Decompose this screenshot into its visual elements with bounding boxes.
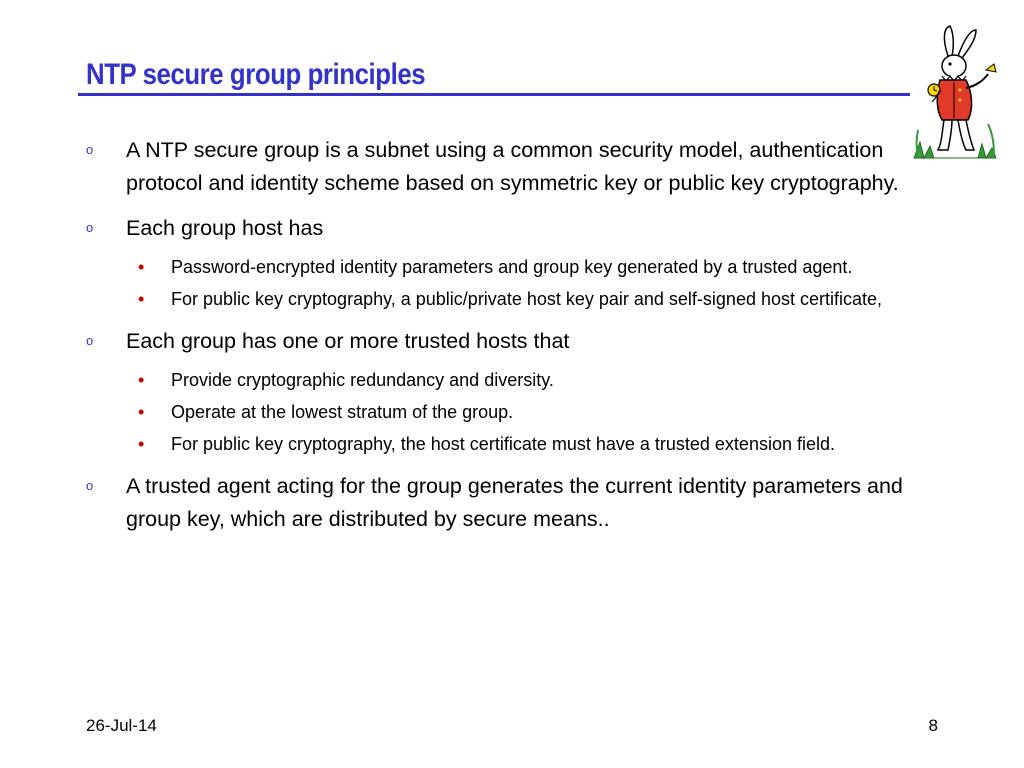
bullet-level1 bbox=[86, 470, 946, 536]
title-underline bbox=[78, 93, 910, 96]
bullet-level2 bbox=[86, 286, 946, 313]
sub-bullet-marker: • bbox=[138, 370, 145, 390]
bullet-level1 bbox=[86, 325, 946, 358]
bullet-level1 bbox=[86, 134, 946, 200]
bullet-marker: o bbox=[86, 333, 94, 348]
sub-bullet-text: For public key cryptography, the host certificate must have a trusted extension field. bbox=[171, 434, 835, 454]
sub-bullet-marker: • bbox=[138, 434, 145, 454]
bullet-marker: o bbox=[86, 220, 94, 235]
sub-bullet-text: Provide cryptographic redundancy and diversity. bbox=[171, 370, 554, 390]
sub-bullet-marker: • bbox=[138, 289, 145, 309]
sub-bullet-text: For public key cryptography, a public/private host key pair and self-signed host certificate, bbox=[171, 289, 883, 309]
bullet-level2 bbox=[86, 431, 946, 458]
bullet-level2 bbox=[86, 367, 946, 394]
bullet-level1 bbox=[86, 212, 946, 245]
page-number: 8 bbox=[928, 716, 938, 735]
sub-bullet-marker: • bbox=[138, 257, 145, 277]
bullet-marker: o bbox=[86, 142, 94, 157]
sub-bullet-text: Password-encrypted identity parameters and group key generated by a trusted agent. bbox=[171, 257, 853, 277]
bullet-text: A trusted agent acting for the group generates the current identity parameters and group key, which are distributed by secure means.. bbox=[126, 474, 903, 531]
bullet-text: Each group host has bbox=[126, 216, 324, 240]
bullet-group bbox=[86, 134, 946, 200]
sub-bullet-marker: • bbox=[138, 402, 145, 422]
bullet-text: Each group has one or more trusted hosts that bbox=[126, 329, 570, 353]
bullet-list bbox=[86, 134, 946, 548]
bullet-level2 bbox=[86, 399, 946, 426]
bullet-text: A NTP secure group is a subnet using a common security model, authentication protocol and identity scheme based on symmetric key or public key cryptography. bbox=[126, 138, 899, 195]
bullet-marker: o bbox=[86, 478, 94, 493]
slide-title: NTP secure group principles bbox=[86, 58, 426, 91]
bullet-level2 bbox=[86, 254, 946, 281]
footer-date: 26-Jul-14 bbox=[86, 716, 157, 735]
bullet-group bbox=[86, 212, 946, 313]
bullet-group bbox=[86, 470, 946, 536]
bullet-group bbox=[86, 325, 946, 458]
sub-bullet-text: Operate at the lowest stratum of the group. bbox=[171, 402, 514, 422]
